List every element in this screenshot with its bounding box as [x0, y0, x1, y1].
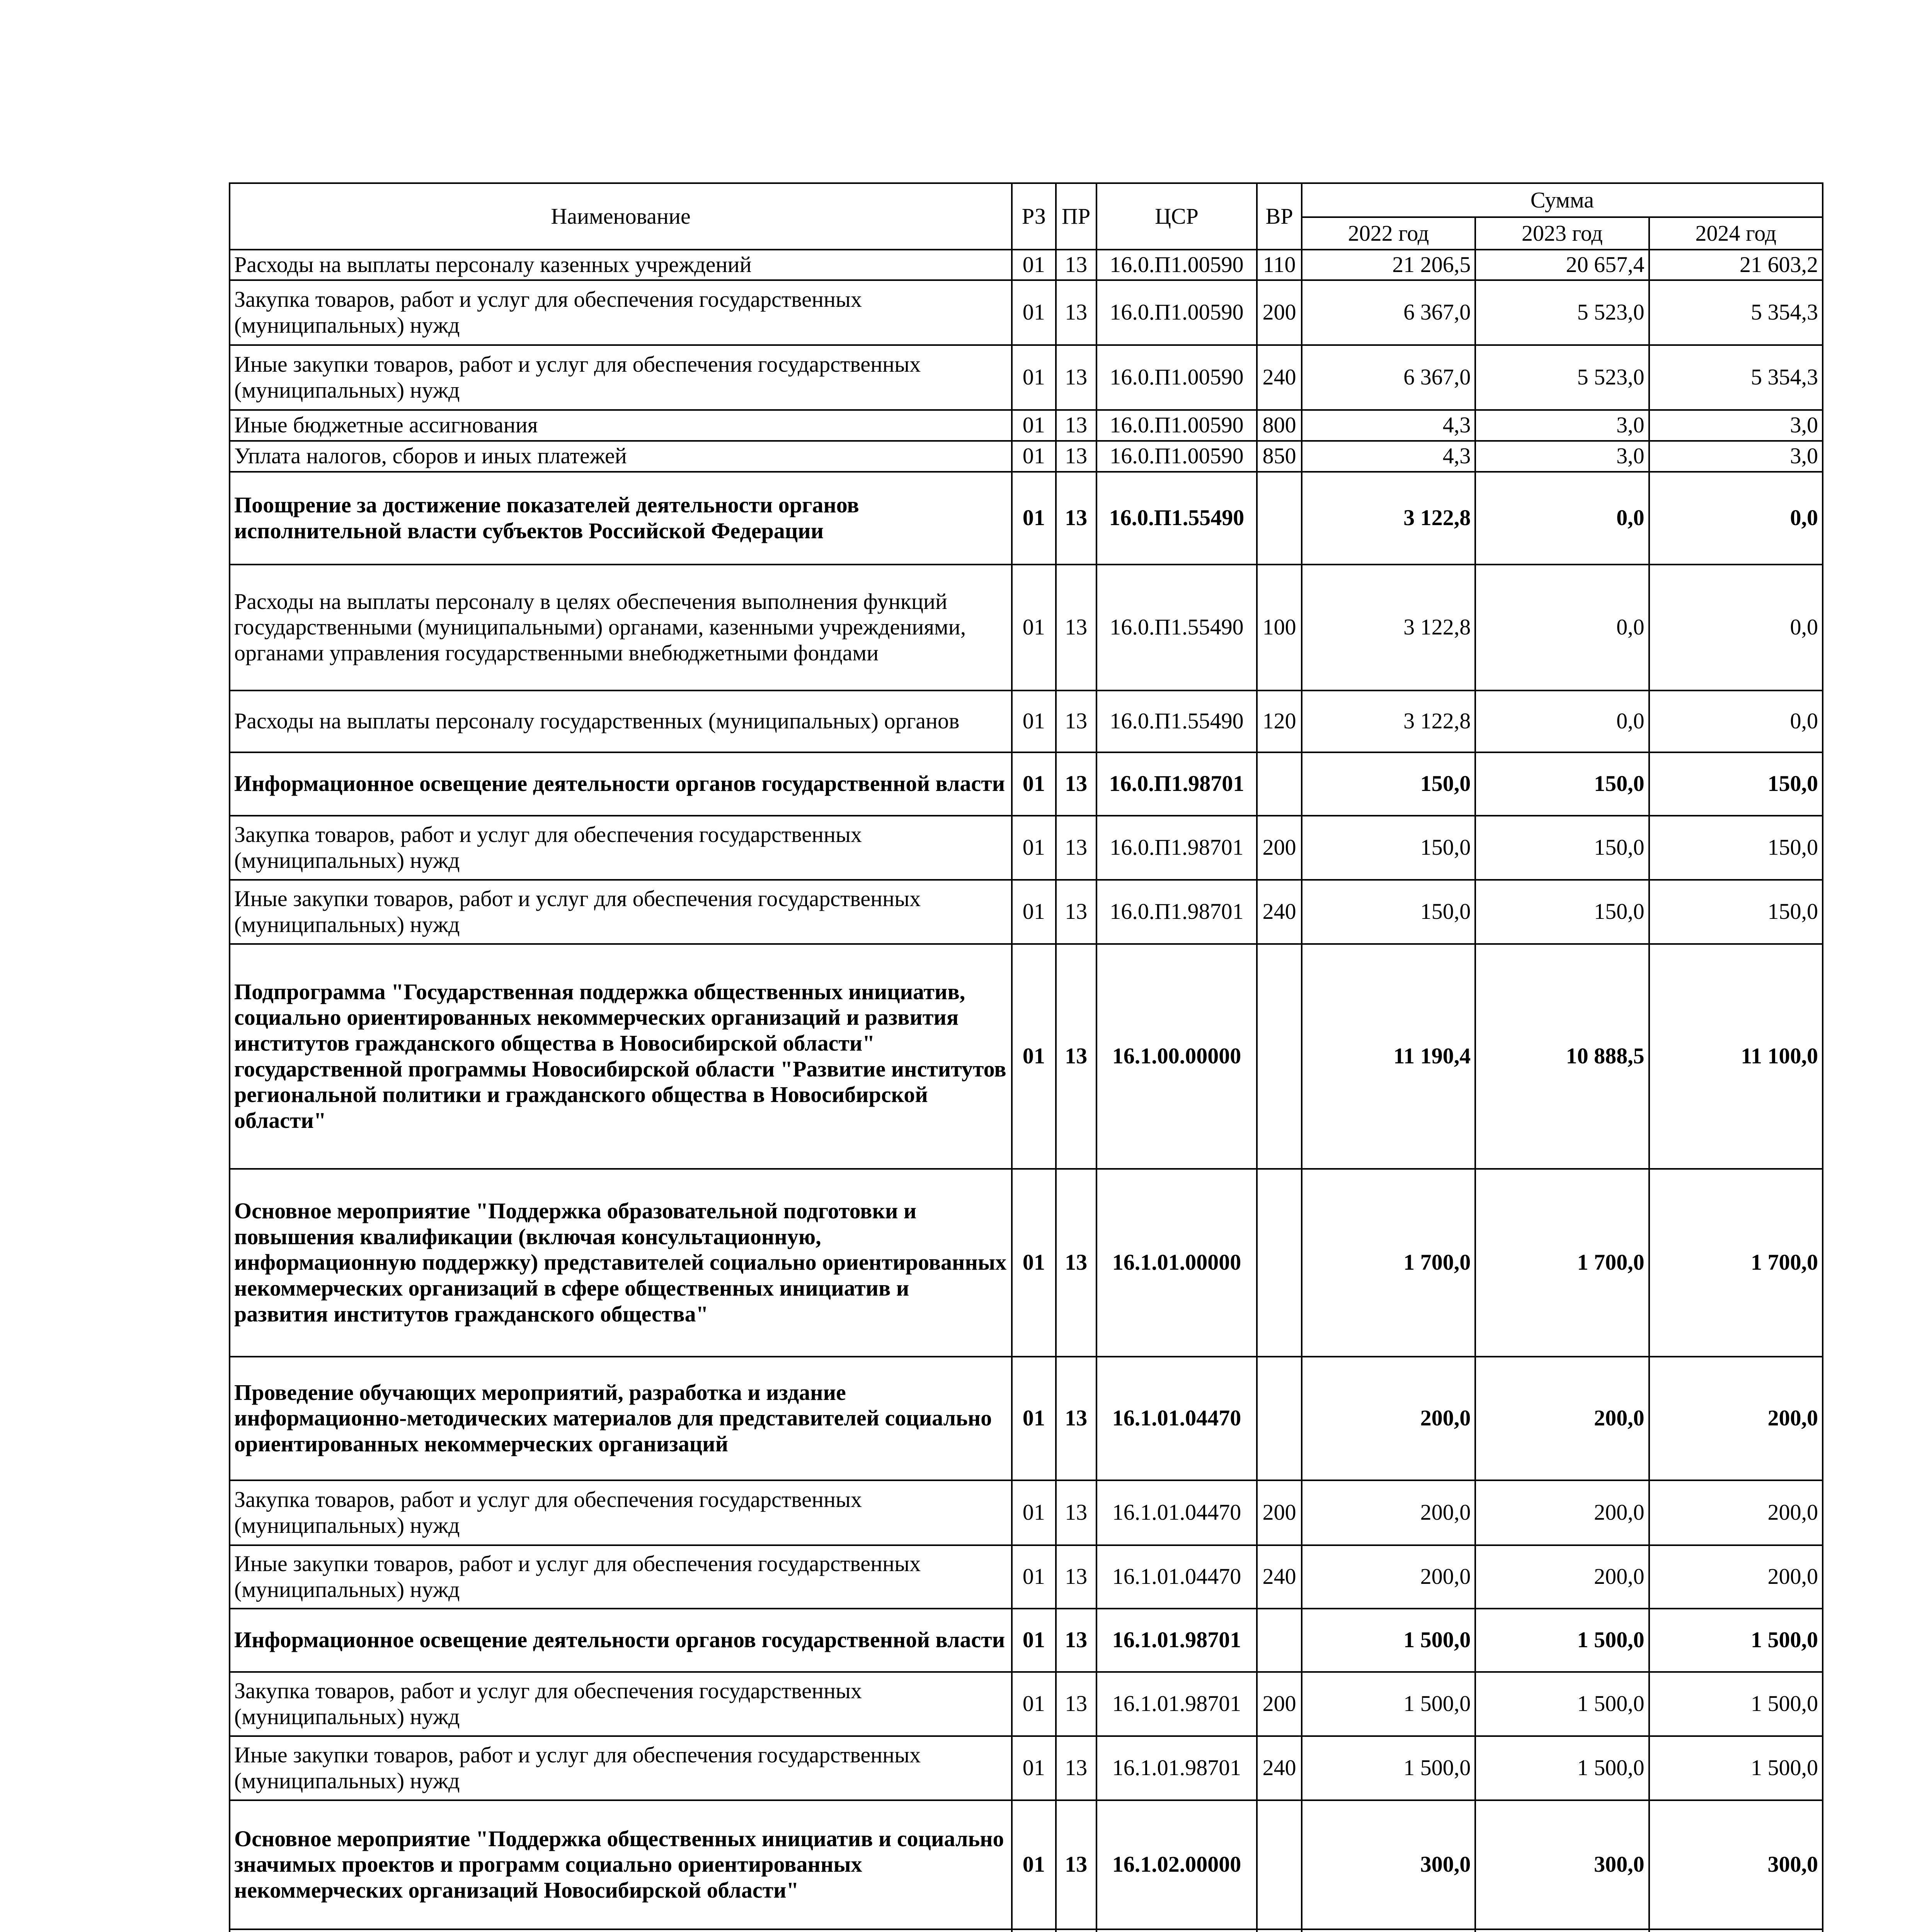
- row-sum-2024-cell: 200,0: [1649, 1480, 1823, 1545]
- row-sum-2022-cell: 150,0: [1302, 816, 1475, 880]
- row-rz-cell: [1012, 1929, 1056, 1932]
- row-sum-2023-cell: 0,0: [1475, 690, 1649, 752]
- row-name-cell: Иные бюджетные ассигнования: [230, 410, 1012, 441]
- row-pr-cell: 13: [1056, 880, 1096, 944]
- table-row: [230, 1609, 1823, 1672]
- row-sum-2023-cell: 200,0: [1475, 1357, 1649, 1480]
- row-vr-cell: 120: [1257, 690, 1301, 752]
- row-csr-cell: 16.1.01.04470: [1096, 1357, 1257, 1480]
- row-sum-2023-cell: 150,0: [1475, 816, 1649, 880]
- table-row: [230, 690, 1823, 752]
- row-sum-2024-cell: 150,0: [1649, 880, 1823, 944]
- row-vr-cell: 240: [1257, 1736, 1301, 1800]
- row-name-cell: Информационное освещение деятельности органов государственной власти: [230, 752, 1012, 816]
- row-name-cell: Иные закупки товаров, работ и услуг для обеспечения государственных (муниципальных) нужд: [230, 1736, 1012, 1800]
- row-vr-cell: 850: [1257, 441, 1301, 472]
- row-sum-2022-cell: 6 367,0: [1302, 345, 1475, 410]
- row-vr-cell: [1257, 752, 1301, 816]
- row-sum-2024-cell: 150,0: [1649, 752, 1823, 816]
- row-sum-2022-cell: 1 500,0: [1302, 1672, 1475, 1736]
- row-pr-cell: 13: [1056, 410, 1096, 441]
- table-row: [230, 345, 1823, 410]
- row-rz-cell: 01: [1012, 441, 1056, 472]
- row-sum-2024-cell: 1 700,0: [1649, 1169, 1823, 1357]
- row-vr-cell: 200: [1257, 1480, 1301, 1545]
- row-pr-cell: 13: [1056, 752, 1096, 816]
- row-sum-2022-cell: 3 122,8: [1302, 472, 1475, 565]
- table-row: [230, 1169, 1823, 1357]
- row-vr-cell: [1257, 1929, 1301, 1932]
- row-rz-cell: 01: [1012, 1672, 1056, 1736]
- row-name-cell: Расходы на выплаты персоналу в целях обеспечения выполнения функций государственными (муниципальными) органами, казенными учреждениями, органами управления государственными внебюджетными фондами: [230, 565, 1012, 690]
- row-rz-cell: 01: [1012, 1609, 1056, 1672]
- row-pr-cell: 13: [1056, 280, 1096, 345]
- row-sum-2024-cell: [1649, 1929, 1823, 1932]
- row-vr-cell: 800: [1257, 410, 1301, 441]
- row-vr-cell: [1257, 1357, 1301, 1480]
- row-name-cell: [230, 1929, 1012, 1932]
- row-vr-cell: 200: [1257, 1672, 1301, 1736]
- table-row: [230, 944, 1823, 1169]
- row-csr-cell: [1096, 1929, 1257, 1932]
- row-name-cell: Поощрение за достижение показателей деятельности органов исполнительной власти субъектов Российской Федерации: [230, 472, 1012, 565]
- row-sum-2022-cell: 1 500,0: [1302, 1609, 1475, 1672]
- header-csr: ЦСР: [1096, 183, 1257, 250]
- table-body: [230, 250, 1823, 1932]
- row-sum-2023-cell: 1 700,0: [1475, 1169, 1649, 1357]
- row-pr-cell: 13: [1056, 250, 1096, 280]
- row-csr-cell: 16.1.02.00000: [1096, 1800, 1257, 1929]
- row-rz-cell: 01: [1012, 565, 1056, 690]
- row-csr-cell: 16.0.П1.98701: [1096, 880, 1257, 944]
- row-csr-cell: 16.0.П1.98701: [1096, 816, 1257, 880]
- table-row: [230, 880, 1823, 944]
- row-sum-2023-cell: 0,0: [1475, 472, 1649, 565]
- row-vr-cell: 200: [1257, 816, 1301, 880]
- table-row: [230, 1800, 1823, 1929]
- row-sum-2023-cell: 10 888,5: [1475, 944, 1649, 1169]
- row-name-cell: Иные закупки товаров, работ и услуг для обеспечения государственных (муниципальных) нужд: [230, 1545, 1012, 1609]
- row-csr-cell: 16.0.П1.55490: [1096, 472, 1257, 565]
- table-row: [230, 1736, 1823, 1800]
- row-csr-cell: 16.0.П1.00590: [1096, 441, 1257, 472]
- table-row: [230, 1357, 1823, 1480]
- row-rz-cell: 01: [1012, 1169, 1056, 1357]
- row-rz-cell: 01: [1012, 1736, 1056, 1800]
- row-rz-cell: 01: [1012, 1800, 1056, 1929]
- row-sum-2022-cell: 200,0: [1302, 1480, 1475, 1545]
- row-sum-2023-cell: [1475, 1929, 1649, 1932]
- row-pr-cell: 13: [1056, 1672, 1096, 1736]
- row-vr-cell: [1257, 1800, 1301, 1929]
- row-sum-2022-cell: 4,3: [1302, 441, 1475, 472]
- row-sum-2023-cell: 20 657,4: [1475, 250, 1649, 280]
- row-vr-cell: 110: [1257, 250, 1301, 280]
- row-csr-cell: 16.0.П1.00590: [1096, 410, 1257, 441]
- row-name-cell: Закупка товаров, работ и услуг для обеспечения государственных (муниципальных) нужд: [230, 1672, 1012, 1736]
- row-sum-2024-cell: 150,0: [1649, 816, 1823, 880]
- table-row: [230, 250, 1823, 280]
- row-rz-cell: 01: [1012, 944, 1056, 1169]
- row-name-cell: Основное мероприятие "Поддержка общественных инициатив и социально значимых проектов и программ социально ориентированных некоммерческих организаций Новосибирской области": [230, 1800, 1012, 1929]
- row-pr-cell: 13: [1056, 565, 1096, 690]
- header-year-2024: 2024 год: [1649, 217, 1823, 250]
- table-row: [230, 1480, 1823, 1545]
- row-name-cell: Иные закупки товаров, работ и услуг для обеспечения государственных (муниципальных) нужд: [230, 345, 1012, 410]
- header-year-2022: 2022 год: [1302, 217, 1475, 250]
- row-name-cell: Информационное освещение деятельности органов государственной власти: [230, 1609, 1012, 1672]
- row-rz-cell: 01: [1012, 1480, 1056, 1545]
- row-sum-2022-cell: 200,0: [1302, 1357, 1475, 1480]
- row-csr-cell: 16.0.П1.55490: [1096, 565, 1257, 690]
- row-sum-2022-cell: 1 500,0: [1302, 1736, 1475, 1800]
- row-csr-cell: 16.0.П1.00590: [1096, 280, 1257, 345]
- row-name-cell: Закупка товаров, работ и услуг для обеспечения государственных (муниципальных) нужд: [230, 816, 1012, 880]
- row-csr-cell: 16.0.П1.00590: [1096, 250, 1257, 280]
- row-sum-2023-cell: 150,0: [1475, 752, 1649, 816]
- row-name-cell: Иные закупки товаров, работ и услуг для обеспечения государственных (муниципальных) нужд: [230, 880, 1012, 944]
- row-rz-cell: 01: [1012, 752, 1056, 816]
- row-rz-cell: 01: [1012, 345, 1056, 410]
- row-sum-2022-cell: 11 190,4: [1302, 944, 1475, 1169]
- row-sum-2023-cell: 5 523,0: [1475, 345, 1649, 410]
- row-sum-2023-cell: 200,0: [1475, 1545, 1649, 1609]
- row-sum-2022-cell: 150,0: [1302, 752, 1475, 816]
- row-rz-cell: 01: [1012, 880, 1056, 944]
- row-csr-cell: 16.1.01.04470: [1096, 1480, 1257, 1545]
- row-sum-2024-cell: 11 100,0: [1649, 944, 1823, 1169]
- row-vr-cell: [1257, 472, 1301, 565]
- row-rz-cell: 01: [1012, 280, 1056, 345]
- row-pr-cell: 13: [1056, 441, 1096, 472]
- row-sum-2023-cell: 1 500,0: [1475, 1609, 1649, 1672]
- row-name-cell: Проведение обучающих мероприятий, разработка и издание информационно-методических материалов для представителей социально ориентированных некоммерческих организаций: [230, 1357, 1012, 1480]
- table-row: [230, 280, 1823, 345]
- row-sum-2022-cell: 150,0: [1302, 880, 1475, 944]
- row-pr-cell: 13: [1056, 690, 1096, 752]
- row-pr-cell: 13: [1056, 1480, 1096, 1545]
- table-row: [230, 752, 1823, 816]
- row-vr-cell: 240: [1257, 880, 1301, 944]
- row-sum-2024-cell: 5 354,3: [1649, 280, 1823, 345]
- row-sum-2022-cell: 1 700,0: [1302, 1169, 1475, 1357]
- header-year-2023: 2023 год: [1475, 217, 1649, 250]
- row-name-cell: Уплата налогов, сборов и иных платежей: [230, 441, 1012, 472]
- row-sum-2022-cell: 3 122,8: [1302, 690, 1475, 752]
- row-sum-2024-cell: 200,0: [1649, 1545, 1823, 1609]
- row-sum-2023-cell: 3,0: [1475, 441, 1649, 472]
- row-csr-cell: 16.1.01.98701: [1096, 1736, 1257, 1800]
- row-sum-2024-cell: 0,0: [1649, 565, 1823, 690]
- row-sum-2022-cell: [1302, 1929, 1475, 1932]
- row-sum-2022-cell: 21 206,5: [1302, 250, 1475, 280]
- row-csr-cell: 16.1.01.00000: [1096, 1169, 1257, 1357]
- row-sum-2023-cell: 3,0: [1475, 410, 1649, 441]
- header-vr: ВР: [1257, 183, 1301, 250]
- row-sum-2024-cell: 0,0: [1649, 690, 1823, 752]
- row-rz-cell: 01: [1012, 472, 1056, 565]
- row-sum-2024-cell: 1 500,0: [1649, 1672, 1823, 1736]
- row-rz-cell: 01: [1012, 1357, 1056, 1480]
- row-sum-2024-cell: 21 603,2: [1649, 250, 1823, 280]
- row-sum-2023-cell: 300,0: [1475, 1800, 1649, 1929]
- row-sum-2024-cell: 0,0: [1649, 472, 1823, 565]
- row-pr-cell: 13: [1056, 944, 1096, 1169]
- row-name-cell: Расходы на выплаты персоналу государственных (муниципальных) органов: [230, 690, 1012, 752]
- row-csr-cell: 16.1.01.04470: [1096, 1545, 1257, 1609]
- row-vr-cell: [1257, 1609, 1301, 1672]
- row-csr-cell: 16.1.00.00000: [1096, 944, 1257, 1169]
- row-pr-cell: 13: [1056, 1169, 1096, 1357]
- row-sum-2022-cell: 3 122,8: [1302, 565, 1475, 690]
- row-vr-cell: [1257, 1169, 1301, 1357]
- table-header: [230, 183, 1823, 250]
- row-csr-cell: 16.0.П1.55490: [1096, 690, 1257, 752]
- row-pr-cell: 13: [1056, 1609, 1096, 1672]
- row-pr-cell: 13: [1056, 1357, 1096, 1480]
- row-name-cell: Подпрограмма "Государственная поддержка общественных инициатив, социально ориентированных некоммерческих организаций и развития институтов гражданского общества в Новосибирской области" государственной программы Новосибирской области "Развитие институтов региональной политики и гражданского общества в Новосибирской области": [230, 944, 1012, 1169]
- row-vr-cell: 200: [1257, 280, 1301, 345]
- row-pr-cell: 13: [1056, 345, 1096, 410]
- row-sum-2024-cell: 1 500,0: [1649, 1609, 1823, 1672]
- row-sum-2023-cell: 150,0: [1475, 880, 1649, 944]
- row-rz-cell: 01: [1012, 690, 1056, 752]
- row-csr-cell: 16.0.П1.98701: [1096, 752, 1257, 816]
- row-vr-cell: [1257, 944, 1301, 1169]
- row-name-cell: Основное мероприятие "Поддержка образовательной подготовки и повышения квалификации (включая консультационную, информационную поддержку) представителей социально ориентированных некоммерческих организаций в сфере общественных инициатив и развития институтов гражданского общества": [230, 1169, 1012, 1357]
- header-pr: ПР: [1056, 183, 1096, 250]
- row-pr-cell: 13: [1056, 1545, 1096, 1609]
- row-sum-2023-cell: 5 523,0: [1475, 280, 1649, 345]
- row-sum-2023-cell: 0,0: [1475, 565, 1649, 690]
- budget-table: [229, 182, 1823, 1932]
- row-csr-cell: 16.1.01.98701: [1096, 1609, 1257, 1672]
- row-pr-cell: [1056, 1929, 1096, 1932]
- row-sum-2024-cell: 300,0: [1649, 1800, 1823, 1929]
- row-sum-2024-cell: 1 500,0: [1649, 1736, 1823, 1800]
- header-rz: РЗ: [1012, 183, 1056, 250]
- row-sum-2023-cell: 1 500,0: [1475, 1672, 1649, 1736]
- row-pr-cell: 13: [1056, 1736, 1096, 1800]
- table-row: [230, 1672, 1823, 1736]
- row-sum-2023-cell: 1 500,0: [1475, 1736, 1649, 1800]
- row-name-cell: Закупка товаров, работ и услуг для обеспечения государственных (муниципальных) нужд: [230, 1480, 1012, 1545]
- row-csr-cell: 16.1.01.98701: [1096, 1672, 1257, 1736]
- row-name-cell: Расходы на выплаты персоналу казенных учреждений: [230, 250, 1012, 280]
- header-name: Наименование: [230, 183, 1012, 250]
- table-row: [230, 1929, 1823, 1932]
- table-row: [230, 441, 1823, 472]
- row-rz-cell: 01: [1012, 410, 1056, 441]
- table-row: [230, 565, 1823, 690]
- row-sum-2024-cell: 200,0: [1649, 1357, 1823, 1480]
- row-sum-2023-cell: 200,0: [1475, 1480, 1649, 1545]
- row-sum-2022-cell: 200,0: [1302, 1545, 1475, 1609]
- row-name-cell: Закупка товаров, работ и услуг для обеспечения государственных (муниципальных) нужд: [230, 280, 1012, 345]
- table-row: [230, 410, 1823, 441]
- row-sum-2024-cell: 5 354,3: [1649, 345, 1823, 410]
- table-row: [230, 1545, 1823, 1609]
- row-vr-cell: 100: [1257, 565, 1301, 690]
- row-pr-cell: 13: [1056, 1800, 1096, 1929]
- table-row: [230, 816, 1823, 880]
- table-row: [230, 472, 1823, 565]
- header-sum: Сумма: [1302, 183, 1823, 217]
- row-pr-cell: 13: [1056, 816, 1096, 880]
- row-sum-2022-cell: 4,3: [1302, 410, 1475, 441]
- row-rz-cell: 01: [1012, 1545, 1056, 1609]
- row-vr-cell: 240: [1257, 345, 1301, 410]
- row-rz-cell: 01: [1012, 816, 1056, 880]
- row-vr-cell: 240: [1257, 1545, 1301, 1609]
- row-sum-2022-cell: 300,0: [1302, 1800, 1475, 1929]
- row-sum-2024-cell: 3,0: [1649, 410, 1823, 441]
- row-sum-2024-cell: 3,0: [1649, 441, 1823, 472]
- row-rz-cell: 01: [1012, 250, 1056, 280]
- row-csr-cell: 16.0.П1.00590: [1096, 345, 1257, 410]
- row-sum-2022-cell: 6 367,0: [1302, 280, 1475, 345]
- row-pr-cell: 13: [1056, 472, 1096, 565]
